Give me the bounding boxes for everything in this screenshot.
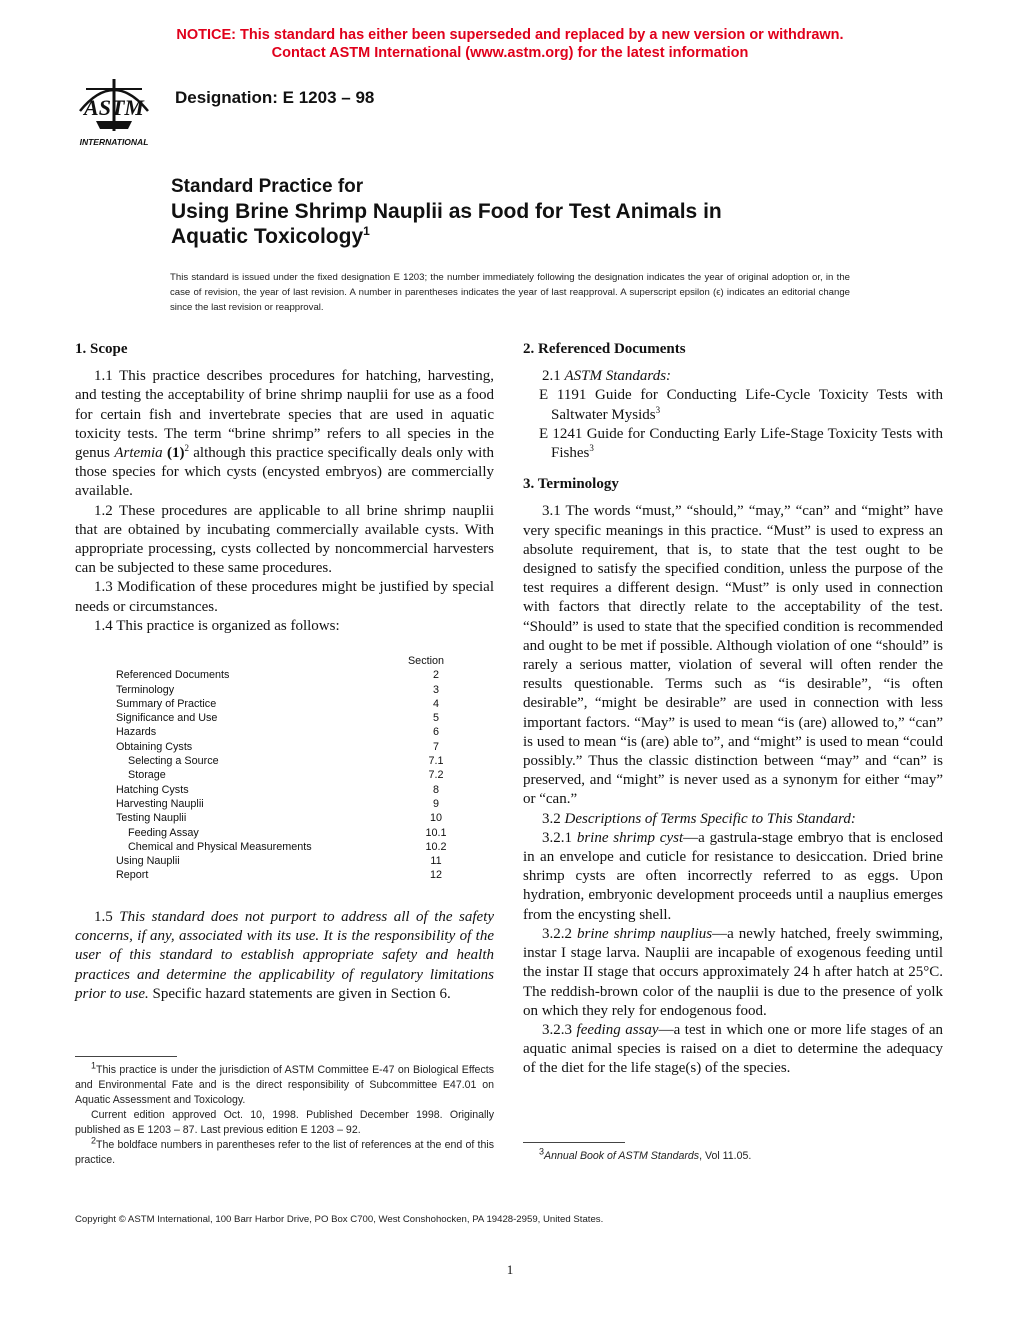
toc-num: 11 [430,855,442,868]
toc-label: Testing Nauplii [116,812,187,825]
scope-1-4: 1.4 This practice is organized as follows: [94,617,340,634]
footnote-3 [523,1146,943,1164]
notice-line-1: NOTICE: This standard has either been superseded and replaced by a new version or withdrawn. [176,27,844,43]
toc-label: Feeding Assay [128,826,199,839]
toc-row [116,668,456,682]
terminology-3-2 [523,810,943,829]
toc-row [116,797,456,811]
footnote-2-text: The boldface numbers in parentheses refer to the list of references at the end of this practice. [75,1139,494,1166]
toc-num: 12 [429,869,442,882]
toc-num: 3 [432,683,439,696]
title-line-3-text: Aquatic Toxicology [171,225,364,248]
toc-label: Harvesting Nauplii [116,797,204,810]
toc-row [116,711,456,725]
toc-num: 7 [432,740,439,753]
copyright: Copyright © ASTM International, 100 Barr Harbor Drive, PO Box C700, West Conshohocken, PA 19428-2959, United States. [75,1214,604,1225]
footnote-1 [75,1060,494,1108]
astm-logo [66,75,162,149]
footnote-3-line [523,1146,943,1164]
toc-num: 7.2 [428,769,444,782]
terminology-3-1: 3.1 The words “must,” “should,” “may,” “can” and “might” have very specific meanings in this practice. “Must” is used to express an absolute requirement, that is, to state that the test ought to be designed to satisfy the specified condition, unless the purpose of the test requires a different design. “Must” is only used in connection with factors that directly relate to the acceptability of the test. “Should” is used to state that the specified condition is recommended and ought to be met if possible. Although violation of one “should” is rarely a serious matter, violation of several will often render the results questionable. Terms such as “is desirable”, “is often desirable”, “might be desirable” are used in connection with less important factors. “May” is used to mean “is (are) allowed to,” “can” is used to mean “is (are) able to”, and “might” is used to mean “could possibly.” Thus the classic distinction between “may” and “can” is preserved, and “might” is never used as a synonym for either “may” or “can.” [523,503,943,808]
reference-e1191-text: E 1191 Guide for Conducting Life-Cycle Toxicity Tests with Saltwater Mysids [539,387,943,423]
footnote-rule [75,1056,177,1057]
footnote-mark-3b: 3 [589,443,594,454]
scope-1-1-text-end: although this practice specifically deals only with those species for which cysts (encysted embryos) are commercially available. [75,445,495,500]
footnote-2-mark: 2 [91,1135,97,1146]
right-column [523,340,943,1079]
logo-text: ASTM [84,95,144,120]
terminology-3-2-title: Descriptions of Terms Specific to This Standard: [564,810,856,827]
designation: Designation: E 1203 – 98 [175,88,375,107]
toc-label: Summary of Practice [116,697,217,710]
toc-row [116,854,456,868]
toc-num: 10.1 [425,826,447,839]
referenced-heading: 2. Referenced Documents [523,341,686,357]
toc-num: 9 [432,797,439,810]
notice-line-2: Contact ASTM International (www.astm.org) for the latest information [271,45,749,61]
page-number: 1 [506,1262,514,1277]
toc-num: 4 [432,697,439,710]
terminology-3-2-1 [523,829,943,925]
reference-e1191 [523,386,943,424]
title-line-3 [171,224,931,249]
reference-1: (1) [166,445,185,462]
left-column [75,340,494,636]
toc-label: Terminology [116,683,175,696]
terminology-3-2-2-num: 3.2.2 [542,925,578,942]
scope-1-5-num: 1.5 [94,909,120,925]
terminology-3-2-num: 3.2 [542,810,565,827]
footnote-1-text: This practice is under the jurisdiction of ASTM Committee E-47 on Biological Effects and Environmental Fate and is the direct responsibility of Subcommittee E47.01 on Aquatic Assessment and Toxicology. [75,1064,494,1106]
toc-label: Referenced Documents [116,669,230,682]
toc-row [116,768,456,782]
astm-standards-label: ASTM Standards: [564,368,672,385]
toc-label: Hazards [116,726,157,739]
term-brine-shrimp-cyst: brine shrimp cyst [576,829,684,846]
withdrawal-notice [0,26,1020,62]
title-footnote-mark: 1 [363,224,370,238]
terminology-3-2-1-num: 3.2.1 [542,829,577,846]
left-footnotes [75,1056,494,1168]
footnote-1-mark: 1 [91,1060,97,1071]
title-line-2: Using Brine Shrimp Nauplii as Food for Test Animals in [171,200,722,223]
scope-1-5-rest: Specific hazard statements are given in Section 6. [148,985,451,1002]
section-table [116,654,456,883]
toc-num: 10 [429,812,442,825]
referenced-2-1 [523,367,943,386]
title-line-1: Standard Practice for [171,176,364,197]
toc-label: Significance and Use [116,712,218,725]
terminology-heading: 3. Terminology [523,476,619,493]
toc-row [116,840,456,854]
scope-1-5 [75,908,494,1004]
toc-row [116,725,456,739]
footnote-mark-3: 3 [655,404,661,415]
toc-num: 7.1 [428,755,444,768]
footnote-rule-right [523,1142,625,1143]
toc-label: Hatching Cysts [116,783,189,796]
terminology-3-2-2 [523,925,943,1021]
reference-e1241-text: E 1241 Guide for Conducting Early Life-Stage Toxicity Tests with Fishes [539,425,943,462]
footnote-2 [75,1135,494,1168]
toc-label: Selecting a Source [128,755,219,768]
toc-row [116,868,456,882]
terminology-3-2-2-text: —a newly hatched, freely swimming, instar I stage larva. Nauplii are incapable of exogenous feeding until the instar II stage that occurs approximately 24 h after hatch at 25°C. The reddish-brown color of the nauplii is due to the presence of yolk on which they rely for endogenous food. [523,925,943,1019]
toc-num: 6 [432,726,439,739]
toc-row [116,783,456,797]
toc-row [116,754,456,768]
footnote-block [75,1060,494,1168]
right-footnotes [523,1142,943,1164]
scope-1-1 [75,367,494,501]
reference-e1241 [523,425,943,463]
toc-label: Obtaining Cysts [116,740,193,753]
toc-label: Storage [128,769,166,782]
terminology-3-2-3 [523,1021,943,1079]
footnote-1b: Current edition approved Oct. 10, 1998. Published December 1998. Originally published as E 1203 – 87. Last previous edition E 1203 – 92. [75,1109,494,1136]
toc-num: 10.2 [425,840,447,853]
referenced-2-1-num: 2.1 [542,368,565,385]
footnote-3-mark: 3 [539,1146,545,1157]
footnote-3-title: Annual Book of ASTM Standards [544,1150,700,1162]
scope-1-2: 1.2 These procedures are applicable to all brine shrimp nauplii that are obtained by incubating commercially available cysts. With appropriate processing, cysts collected by noncommercial harvesters can be subjected to these same procedures. [75,502,494,577]
document-title [171,175,931,249]
toc-row [116,697,456,711]
toc-label: Report [116,869,149,882]
toc-row [116,826,456,840]
toc-header: Section [407,655,444,667]
genus-name: Artemia [114,445,163,462]
toc-label: Using Nauplii [116,855,180,868]
toc-row [116,740,456,754]
term-brine-shrimp-nauplius: brine shrimp nauplius [577,925,713,942]
footnote-3-rest: , Vol 11.05. [699,1150,752,1162]
toc-row [116,811,456,825]
toc-num: 2 [432,669,439,682]
toc-label: Chemical and Physical Measurements [128,840,312,853]
safety-caveat: This standard does not purport to address all of the safety concerns, if any, associated with its use. It is the responsibility of the user of this standard to establish appropriate safety and health practices and determine the applicability of regulatory limitations prior to use. [75,909,495,1002]
scope-1-1-text: 1.1 This practice describes procedures for hatching, harvesting, and testing the acceptability of brine shrimp nauplii for use as a food for certain fish and invertebrate species that are used in aquatic toxicity tests. The term “brine shrimp” refers to all species in the genus [75,368,494,462]
scope-heading: 1. Scope [75,341,128,357]
terminology-3-2-3-num: 3.2.3 [542,1021,577,1038]
toc-num: 8 [432,783,439,796]
scope-1-3: 1.3 Modification of these procedures might be justified by special needs or circumstances. [75,579,494,615]
issue-note: This standard is issued under the fixed designation E 1203; the number immediately following the designation indicates the year of original adoption or, in the case of revision, the year of last revision. A number in parentheses indicates the year of last reapproval. A superscript epsilon (ϵ) indicates an editorial change since the last revision or reapproval. [170,272,850,313]
logo-subtext: INTERNATIONAL [79,137,149,147]
terminology-3-2-3-text: —a test in which one or more life stages of an aquatic animal species is raised on a diet to determine the adequacy of the diet for the life stage(s) of the species. [523,1021,944,1077]
terminology-3-2-1-text: —a gastrula-stage embryo that is enclosed in an envelope and cuticle for resistance to desiccation. Dried brine shrimp cysts are often incorrectly referred to as eggs. Upon hydration, embryonic development proceeds until a nauplius emerges from the encysting shell. [523,829,943,923]
toc-row [116,683,456,697]
footnote-mark-2: 2 [184,443,189,454]
scope-1-5-block [75,908,494,1004]
toc-num: 5 [432,712,439,725]
term-feeding-assay: feeding assay [576,1021,659,1038]
